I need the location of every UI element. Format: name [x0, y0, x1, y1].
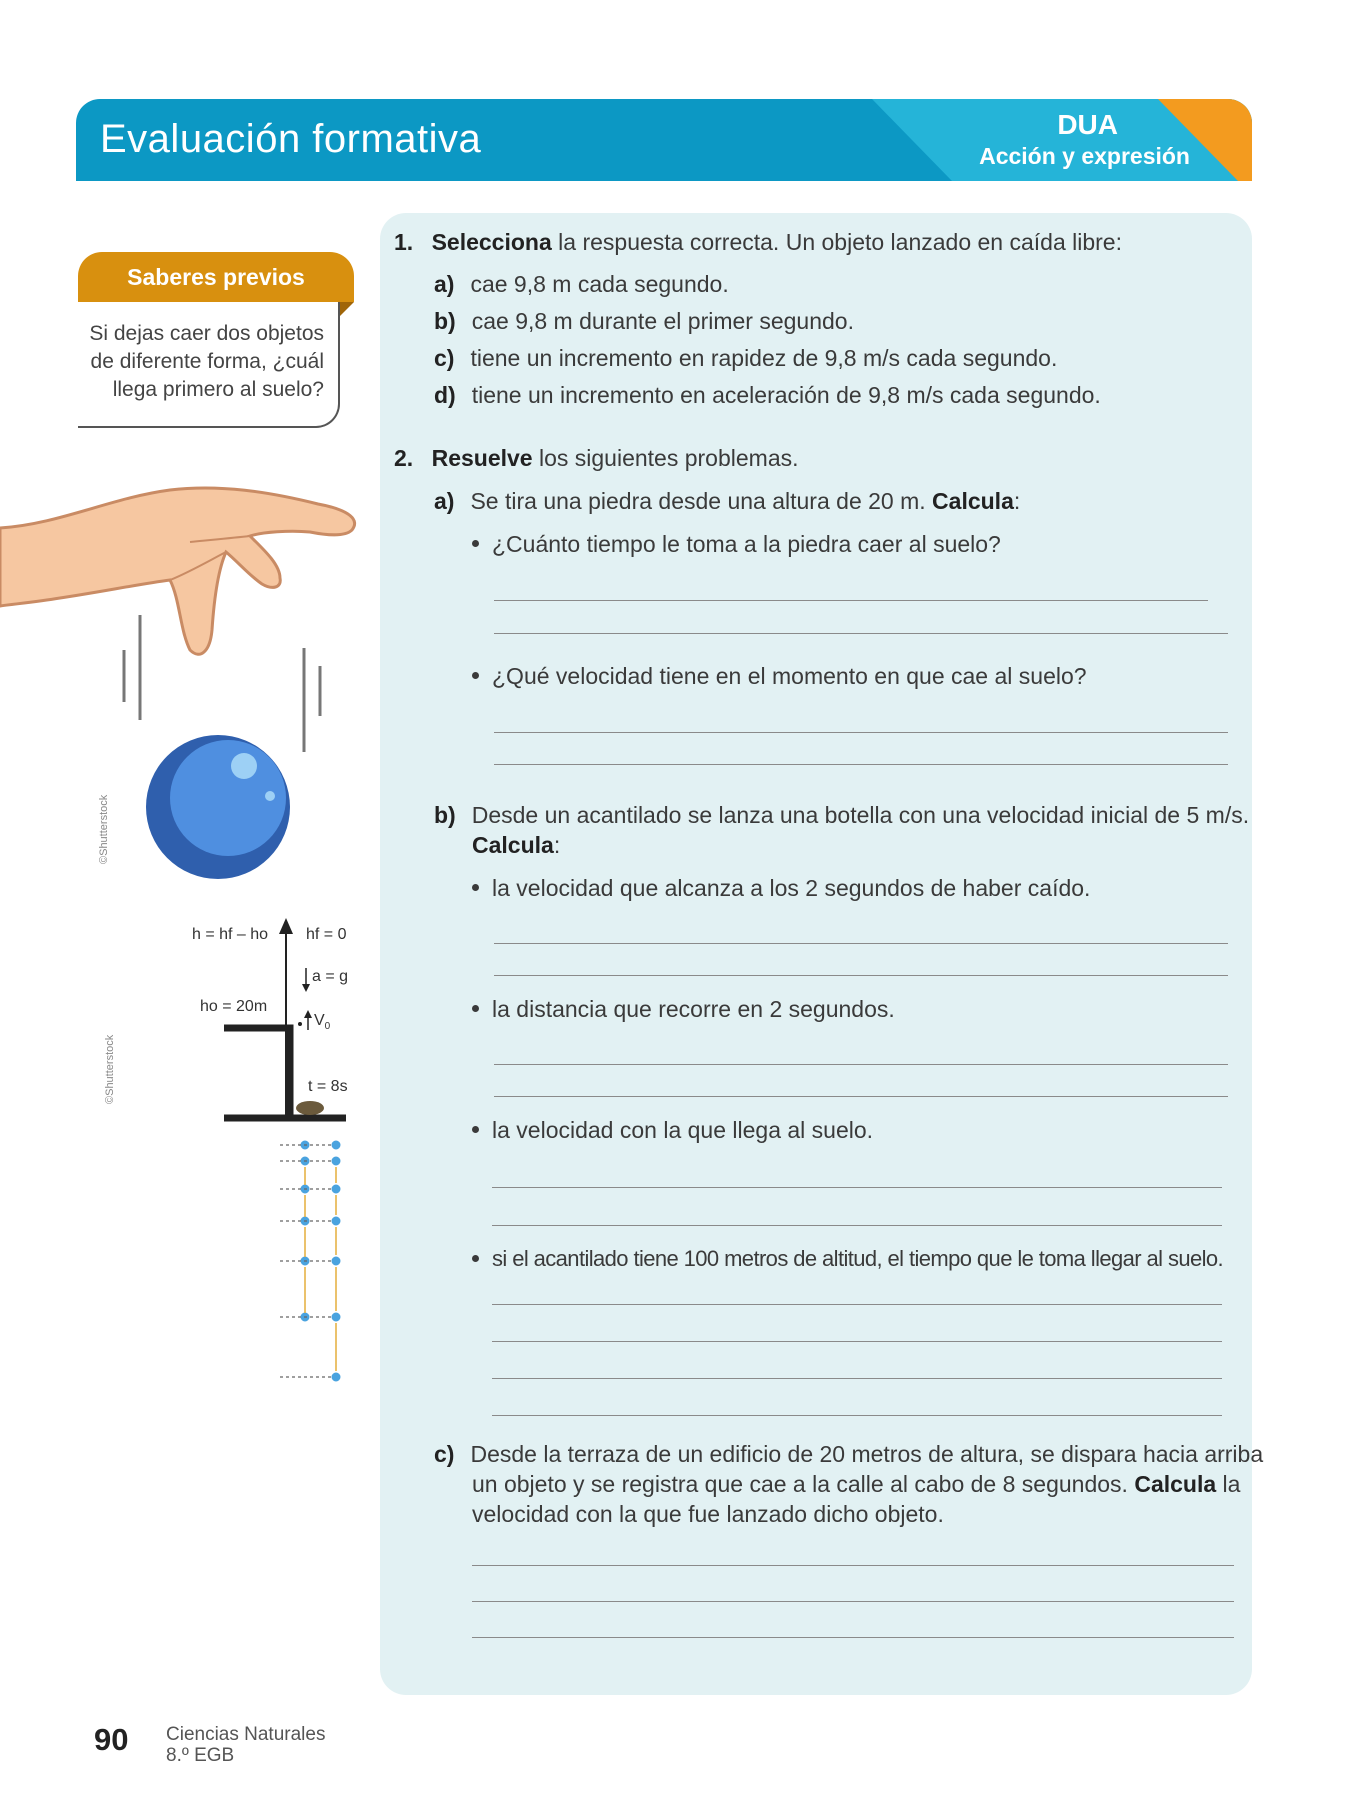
question-text: la respuesta correcta. Un objeto lanzado en caída libre:: [551, 229, 1122, 255]
question-text: los siguientes problemas.: [532, 445, 799, 471]
answer-line[interactable]: [494, 764, 1228, 765]
answer-line[interactable]: [492, 1415, 1222, 1416]
height-formula-label: h = hf – ho: [192, 926, 269, 943]
saberes-previos-question: Si dejas caer dos objetos de diferente forma, ¿cuál llega primero al suelo?: [89, 322, 324, 401]
problem-b-bullet: la velocidad que alcanza a los 2 segundos de haber caído.: [472, 873, 1090, 903]
hand-illustration: [0, 488, 355, 654]
page-number: 90: [94, 1722, 129, 1757]
problem-a-bullet: ¿Cuánto tiempo le toma a la piedra caer al suelo?: [472, 529, 1001, 559]
problem-c-line: velocidad con la que fue lanzado dicho objeto.: [472, 1501, 944, 1527]
problem-b-bullet: la velocidad con la que llega al suelo.: [472, 1115, 873, 1145]
answer-line[interactable]: [472, 1601, 1234, 1602]
hand-dropping-ball-illustration: [0, 480, 370, 890]
problem-b: b) Desde un acantilado se lanza una botella con una velocidad inicial de 5 m/s.: [434, 802, 1250, 828]
dua-subtitle: Acción y expresión: [979, 143, 1190, 169]
saberes-previos-label: Saberes previos: [127, 264, 305, 290]
option-a: a) cae 9,8 m cada segundo.: [434, 271, 729, 297]
book-subject: Ciencias Naturales: [166, 1724, 326, 1745]
answer-line[interactable]: [492, 1378, 1222, 1379]
option-b: b) cae 9,8 m durante el primer segundo.: [434, 308, 854, 334]
answer-line[interactable]: [472, 1565, 1234, 1566]
answer-line[interactable]: [494, 600, 1208, 601]
question-number: 2.: [394, 445, 414, 471]
problem-a-bullet: ¿Qué velocidad tiene en el momento en que cae al suelo?: [472, 661, 1087, 691]
tab-fold: [338, 302, 354, 318]
option-c: c) tiene un incremento en rapidez de 9,8 m/s cada segundo.: [434, 345, 1058, 371]
acceleration-label: a = g: [312, 968, 349, 985]
problem-b-bullet: si el acantilado tiene 100 metros de altitud, el tiempo que le toma llegar al suelo.: [472, 1244, 1223, 1274]
motion-lines: [124, 615, 320, 752]
initial-velocity-label: $V_0$: [314, 1012, 331, 1033]
answer-line[interactable]: [494, 943, 1228, 944]
saberes-previos-box: [78, 302, 340, 428]
time-label: t = 8s: [308, 1078, 348, 1095]
question-1: [394, 227, 1122, 257]
final-height-label: hf = 0: [306, 926, 347, 943]
initial-height-label: ho = 20m: [200, 998, 268, 1015]
answer-line[interactable]: [492, 1341, 1222, 1342]
problem-b-bullet: la distancia que recorre en 2 segundos.: [472, 994, 895, 1024]
option-d: d) tiene un incremento en aceleración de 9,8 m/s cada segundo.: [434, 382, 1101, 408]
exercise-panel: [380, 213, 1264, 1695]
question-verb: Selecciona: [431, 229, 552, 255]
image-credit: ©Shutterstock: [104, 1034, 116, 1104]
answer-line[interactable]: [492, 1304, 1222, 1305]
answer-line[interactable]: [494, 633, 1228, 634]
answer-line[interactable]: [494, 1064, 1228, 1065]
image-credit: ©Shutterstock: [98, 794, 110, 864]
page-title: Evaluación formativa: [100, 117, 482, 161]
answer-line[interactable]: [494, 975, 1228, 976]
answer-line[interactable]: [492, 1187, 1222, 1188]
diagram-lines: [150, 918, 360, 1388]
problem-a: a) Se tira una piedra desde una altura de 20 m. Calcula:: [434, 488, 1021, 514]
answer-line[interactable]: [492, 1225, 1222, 1226]
blue-ball: [146, 735, 290, 879]
answer-line[interactable]: [494, 732, 1228, 733]
problem-c: c) Desde la terraza de un edificio de 20 metros de altura, se dispara hacia arriba: [434, 1441, 1264, 1467]
question-2: [394, 443, 799, 473]
book-grade: 8.º EGB: [166, 1745, 235, 1766]
free-fall-diagram: [150, 918, 360, 1388]
problem-c-line: un objeto y se registra que cae a la calle al cabo de 8 segundos. Calcula la: [472, 1471, 1241, 1497]
question-verb: Resuelve: [431, 445, 533, 471]
dua-title: DUA: [1057, 109, 1118, 140]
question-number: 1.: [394, 229, 414, 255]
problem-b-calc: Calcula:: [472, 832, 561, 858]
answer-line[interactable]: [494, 1096, 1228, 1097]
answer-line[interactable]: [472, 1637, 1234, 1638]
header-banner: [76, 99, 1252, 181]
book-info: [166, 1724, 325, 1766]
saberes-previos-tab: [78, 252, 354, 302]
